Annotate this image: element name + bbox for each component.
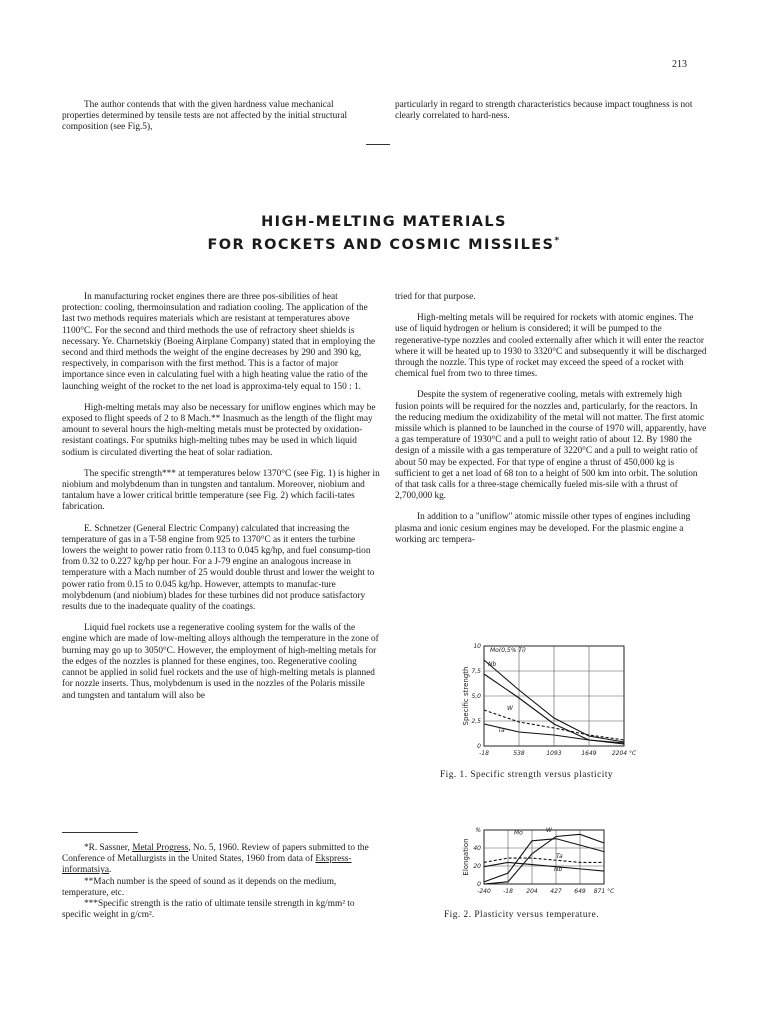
figure-1-chart — [462, 640, 640, 765]
series-label: Nb — [554, 866, 563, 874]
series-label: W — [507, 705, 513, 712]
x-tick-label: 871 °C — [593, 888, 615, 895]
paragraph: In addition to a "uniflow" atomic missile other types of engines including plasma and ionic cesium engines may be developed. For the plasmic engine a working arc tempera- — [395, 512, 691, 545]
y-tick-label: 2,5 — [471, 718, 481, 725]
top-right-paragraph: particularly in regard to strength characteristics because impact toughness is not clearly correlated to hard-ness. — [395, 100, 693, 122]
paragraph: Liquid fuel rockets use a regenerative cooling system for the walls of the engine which are made of low-melting alloys although the temperature in the zone of burning may go up to 3050°C. However, the employment of high-melting metals for the edges of the nozzles is planned for these engines, too. Regenerative cooling cannot be applied in solid fuel rockets and the use of high-melting metals is planned for nozzle inserts. Thus, molybdenum is used in the nozzles of the Polaris missile and tungsten and tantalum will also be — [62, 623, 379, 701]
page-number: 213 — [672, 59, 687, 70]
x-tick-label: 2204 °C — [611, 750, 637, 757]
footnote-rule — [62, 832, 138, 833]
figure-2 — [462, 826, 640, 898]
figure-2-chart — [462, 826, 640, 898]
title-footnote-marker: * — [554, 236, 561, 246]
series-label: Nb — [488, 661, 497, 668]
footnote-3: ***Specific strength is the ratio of ultimate tensile strength in kg/mm² to specific weight in g/cm². — [62, 899, 355, 921]
footnote-text: *R. Sassner, — [84, 843, 133, 853]
y-tick-label: 20 — [473, 863, 481, 870]
x-tick-label: -240 — [477, 888, 491, 895]
series-label: W — [546, 827, 552, 835]
top-right-text — [395, 100, 705, 132]
paragraph: E. Schnetzer (General Electric Company) calculated that increasing the temperature of gas in a T-58 engine from 925 to 1370°C as it enters the turbine lowers the weight to power ratio from 0.113 to 0.045 kg/hp, and fuel consump-tion from 0.32 to 0.227 kg/hp per hour. For a J-79 engine an analogous increase in temperature with a Mach number of 25 would double thrust and lower the weight to power ratio from 0.15 to 0.045 kg/hp. However, attempts to manufac-ture molybdenum (and niobium) blades for these turbines did not produce satisfactory results due to the inadequate quality of the coatings. — [62, 523, 375, 613]
figure-1-caption: Fig. 1. Specific strength versus plasticity — [440, 770, 614, 780]
paragraph: Despite the system of regenerative cooling, metals with extremely high fusion points will be required for the nozzles and, particularly, for the reactors. In the reducing medium the oxidizability of the metal will not matter. The first atomic missile which is planned to be launched in the course of 1970 will, apparently, have a gas temperature of 1930°C and a pull to weight ratio of about 12. By 1980 the design of a missile with a gas temperature of 3220°C and a pull to weight ratio of about 50 may be expected. For that type of engine a thrust of 450,000 kg is sufficient to get a net load of 68 ton to a height of 500 km into orbit. The solution of that task calls for a three-stage chemically fueled mis-sile with a thrust of 2,700,000 kg. — [395, 390, 707, 502]
right-column — [395, 292, 707, 556]
paragraph: In manufacturing rocket engines there are three pos-sibilities of heat protection: cooling, thermoinsulation and radiation cooling. The application of the last two methods requires materials which are resistant at temperatures above 1100°C. For the second and third methods the use of refractory sheet shields is necessary. Ye. Charnetskiy (Boeing Airplane Company) stated that in employing the second and third methods the weight of the engine decreases by 290 and 390 kg, respectively, in comparison with the first method. This is a factor of major importance since even in calculating fuel with a high heating value the ratio of the launching weight of the rocket to the net load is approxima-tely equal to 150 : 1. — [62, 292, 376, 392]
left-column — [62, 292, 380, 712]
top-left-paragraph: The author contends that with the given hardness value mechanical properties determined by tensile tests are not affected by the initial structural composition (see Fig.5), — [62, 100, 348, 133]
footnote-text: , No. 5, 1960. Review of papers submitted to the Conference of Metallurgists in the United States, 1960 from data of — [62, 843, 369, 865]
x-tick-label: -18 — [503, 888, 513, 895]
x-tick-label: 538 — [513, 750, 525, 757]
y-tick-label: 7,5 — [471, 668, 481, 675]
x-tick-label: 649 — [574, 888, 586, 895]
x-tick-label: -18 — [479, 750, 489, 757]
footnote-1 — [62, 843, 380, 877]
x-tick-label: 204 — [526, 888, 538, 895]
x-tick-label: 427 — [550, 888, 562, 895]
section-divider — [366, 144, 390, 145]
series-label: Ta — [556, 853, 563, 861]
footnote-source: Ekspress-informatsiya — [62, 854, 352, 876]
paragraph: The specific strength*** at temperatures below 1370°C (see Fig. 1) is higher in niobium and molybdenum than in tungsten and tantalum. Moreover, niobium and tantalum have a lower critical brittle temperature (see Fig. 2) which facili-tates fabrication. — [62, 468, 380, 513]
figure-1 — [462, 640, 640, 765]
footnote-source: Metal Progress — [132, 843, 189, 853]
x-tick-label: 1093 — [546, 750, 562, 757]
y-axis-label: Specific strength — [462, 666, 470, 726]
y-tick-label: % — [475, 827, 481, 834]
top-left-text — [62, 100, 362, 144]
article-title-line-2 — [0, 236, 768, 253]
y-tick-label: 0 — [477, 743, 481, 750]
paragraph: tried for that purpose. — [395, 292, 476, 302]
figure-2-caption: Fig. 2. Plasticity versus temperature. — [444, 910, 600, 920]
series-line — [484, 858, 604, 862]
series-label: Ta — [498, 727, 505, 734]
x-tick-label: 1649 — [581, 750, 597, 757]
series-line — [484, 862, 604, 874]
y-axis-label: Elongation — [462, 838, 470, 876]
paragraph: High-melting metals may also be necessary for uniflow engines which may be exposed to flight speeds of 2 to 8 Mach.** Inasmuch as the length of the flight may amount to several hours the high-melting metals must be protected by oxidation-resistant coatings. For sputniks high-melting tubes may be used in which liquid sodium is circulated diverting the heat of solar radiation. — [62, 402, 376, 458]
article-title-line-1: HIGH-MELTING MATERIALS — [261, 214, 507, 230]
footnote-2: **Mach number is the speed of sound as it depends on the medium, temperature, etc. — [62, 876, 337, 898]
y-tick-label: 0 — [477, 881, 481, 888]
series-label: Mo(0,5% Ti) — [490, 647, 527, 654]
footnotes — [62, 843, 380, 921]
y-tick-label: 40 — [473, 845, 481, 852]
y-tick-label: 10 — [473, 643, 481, 650]
footnote-text: . — [109, 865, 112, 876]
paragraph: High-melting metals will be required for rockets with atomic engines. The use of liquid hydrogen or helium is considered; it will be pumped to the regenerative-type nozzles and cooled externally after which it will enter the reactor where it will be heated up to 1930 to 3320°C and subsequently it will be discharged through the nozzle. This type of rocket may exceed the speed of a rocket with chemical fuel from two to three times. — [395, 313, 707, 380]
y-tick-label: 5,0 — [471, 693, 481, 700]
series-label: Mo — [514, 829, 523, 837]
article-title-text: FOR ROCKETS AND COSMIC MISSILES — [207, 236, 555, 253]
